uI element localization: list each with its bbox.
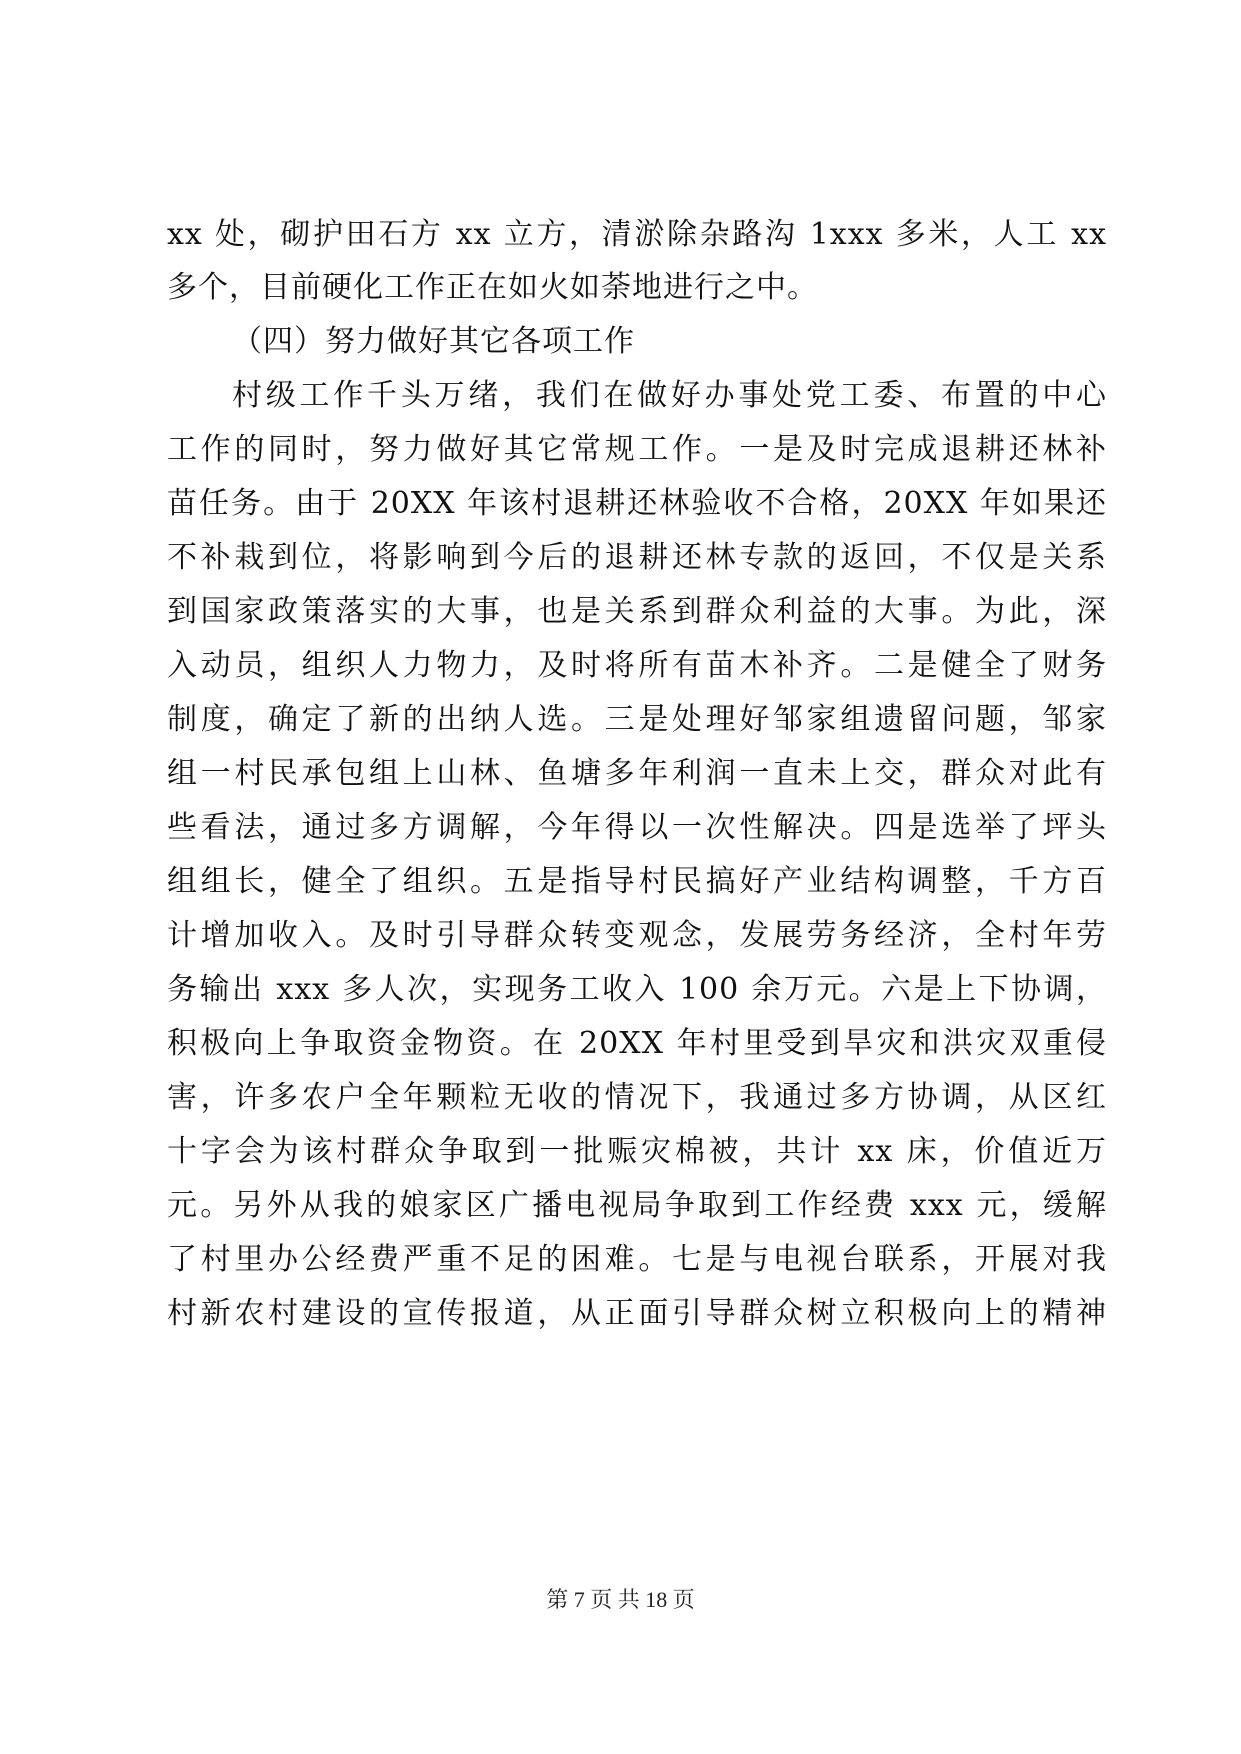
text-line-10: 制度，确定了新的出纳人选。三是处理好邹家组遗留问题，邹家 [167,702,1107,737]
text-line-16: 积极向上争取资金物资。在 20XX 年村里受到旱灾和洪灾双重侵 [167,1026,1107,1061]
text-line-20: 了村里办公经费严重不足的困难。七是与电视台联系，开展对我 [167,1242,1107,1277]
text-line-2: 多个，目前硬化工作正在如火如荼地进行之中。 [167,270,818,305]
text-line-13: 组组长，健全了组织。五是指导村民搞好产业结构调整，千方百 [167,864,1107,899]
text-line-1: xx 处，砌护田石方 xx 立方，清淤除杂路沟 1xxx 多米，人工 xx [167,217,1107,252]
text-line-17: 害，许多农户全年颗粒无收的情况下，我通过多方协调，从区红 [167,1080,1107,1115]
text-line-6: 苗任务。由于 20XX 年该村退耕还林验收不合格，20XX 年如果还 [167,486,1107,521]
text-line-5: 工作的同时，努力做好其它常规工作。一是及时完成退耕还林补 [167,432,1107,467]
text-line-19: 元。另外从我的娘家区广播电视局争取到工作经费 xxx 元，缓解 [167,1188,1107,1223]
page-number-footer: 第 7 页 共 18 页 [546,1587,695,1612]
paragraph-first-line: 村级工作千头万绪，我们在做好办事处党工委、布置的中心 [232,378,1107,413]
text-line-11: 组一村民承包组上山林、鱼塘多年利润一直未上交，群众对此有 [167,756,1107,791]
section-heading: （四）努力做好其它各项工作 [232,324,635,359]
text-line-8: 到国家政策落实的大事，也是关系到群众利益的大事。为此，深 [167,594,1107,629]
text-line-15: 务输出 xxx 多人次，实现务工收入 100 余万元。六是上下协调， [167,972,1107,1007]
text-line-7: 不补栽到位，将影响到今后的退耕还林专款的返回，不仅是关系 [167,540,1107,575]
text-line-18: 十字会为该村群众争取到一批赈灾棉被，共计 xx 床，价值近万 [167,1134,1107,1169]
text-line-21: 村新农村建设的宣传报道，从正面引导群众树立积极向上的精神 [167,1296,1107,1331]
text-line-14: 计增加收入。及时引导群众转变观念，发展劳务经济，全村年劳 [167,918,1107,953]
text-line-12: 些看法，通过多方调解，今年得以一次性解决。四是选举了坪头 [167,810,1107,845]
text-line-9: 入动员，组织人力物力，及时将所有苗木补齐。二是健全了财务 [167,648,1107,683]
